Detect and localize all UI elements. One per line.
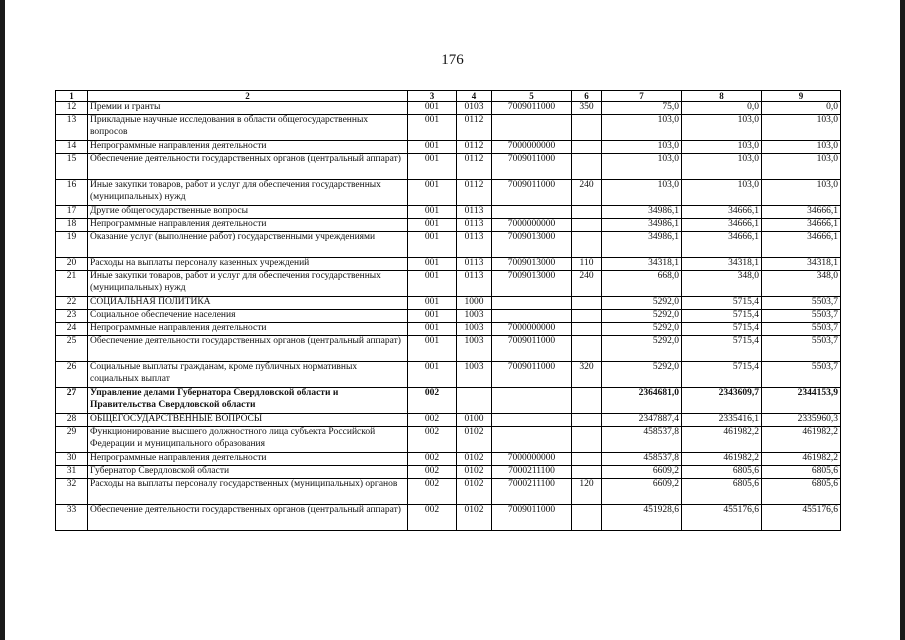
header-col-1: 1	[56, 91, 88, 102]
row-value-col8: 103,0	[682, 115, 762, 141]
row-value-col7: 5292,0	[602, 362, 682, 388]
row-value-col8: 103,0	[682, 180, 762, 206]
header-col-4: 4	[457, 91, 492, 102]
row-code-section: 0100	[457, 414, 492, 427]
row-value-col9: 5503,7	[762, 323, 841, 336]
row-description: Оказание услуг (выполнение работ) государственными учреждениями	[88, 232, 408, 258]
row-code-department: 002	[408, 414, 457, 427]
row-value-col9: 455176,6	[762, 505, 841, 531]
row-value-col7: 103,0	[602, 141, 682, 154]
row-value-col9: 461982,2	[762, 427, 841, 453]
row-value-col7: 5292,0	[602, 323, 682, 336]
row-code-expense-type	[572, 414, 602, 427]
row-code-section	[457, 388, 492, 414]
row-value-col9: 34666,1	[762, 219, 841, 232]
row-code-target: 7000211100	[492, 479, 572, 505]
row-code-department: 001	[408, 232, 457, 258]
row-value-col9: 103,0	[762, 180, 841, 206]
row-description: Непрограммные направления деятельности	[88, 141, 408, 154]
row-number: 14	[56, 141, 88, 154]
row-code-section: 0113	[457, 271, 492, 297]
row-code-target	[492, 427, 572, 453]
table-row	[56, 271, 841, 297]
row-code-expense-type: 240	[572, 180, 602, 206]
row-code-target: 7009011000	[492, 336, 572, 362]
row-number: 16	[56, 180, 88, 206]
row-code-department: 001	[408, 297, 457, 310]
row-code-target	[492, 206, 572, 219]
table-row	[56, 219, 841, 232]
row-code-department: 001	[408, 362, 457, 388]
row-value-col9: 103,0	[762, 115, 841, 141]
header-col-3: 3	[408, 91, 457, 102]
row-description: Управление делами Губернатора Свердловской области и Правительства Свердловской области	[88, 388, 408, 414]
row-value-col7: 5292,0	[602, 297, 682, 310]
row-value-col7: 5292,0	[602, 336, 682, 362]
row-number: 26	[56, 362, 88, 388]
row-code-target: 7009011000	[492, 102, 572, 115]
header-col-2: 2	[88, 91, 408, 102]
row-code-section: 0102	[457, 453, 492, 466]
table-row	[56, 453, 841, 466]
row-value-col8: 5715,4	[682, 362, 762, 388]
row-description: Другие общегосударственные вопросы	[88, 206, 408, 219]
scan-edge-left	[0, 0, 5, 640]
row-description: Расходы на выплаты персоналу казенных учреждений	[88, 258, 408, 271]
row-code-department: 002	[408, 505, 457, 531]
row-code-department: 002	[408, 388, 457, 414]
row-value-col7: 103,0	[602, 115, 682, 141]
row-value-col9: 461982,2	[762, 453, 841, 466]
row-number: 12	[56, 102, 88, 115]
row-code-department: 001	[408, 271, 457, 297]
row-value-col8: 6805,6	[682, 466, 762, 479]
row-value-col9: 5503,7	[762, 310, 841, 323]
row-description: Социальные выплаты гражданам, кроме публичных нормативных социальных выплат	[88, 362, 408, 388]
row-code-target: 7009013000	[492, 271, 572, 297]
row-code-section: 0112	[457, 154, 492, 180]
header-col-6: 6	[572, 91, 602, 102]
row-number: 20	[56, 258, 88, 271]
row-description: Расходы на выплаты персоналу государственных (муниципальных) органов	[88, 479, 408, 505]
row-code-section: 1003	[457, 336, 492, 362]
row-code-department: 001	[408, 336, 457, 362]
row-code-expense-type: 320	[572, 362, 602, 388]
row-value-col7: 2347887,4	[602, 414, 682, 427]
row-code-expense-type	[572, 505, 602, 531]
table-row	[56, 336, 841, 362]
row-value-col9: 34666,1	[762, 206, 841, 219]
row-value-col9: 34318,1	[762, 258, 841, 271]
row-code-target: 7000000000	[492, 453, 572, 466]
row-value-col8: 103,0	[682, 154, 762, 180]
row-code-department: 001	[408, 180, 457, 206]
row-number: 23	[56, 310, 88, 323]
row-code-target: 7000000000	[492, 141, 572, 154]
row-value-col7: 6609,2	[602, 466, 682, 479]
header-col-5: 5	[492, 91, 572, 102]
row-code-section: 0102	[457, 466, 492, 479]
row-description: Обеспечение деятельности государственных органов (центральный аппарат)	[88, 336, 408, 362]
row-value-col8: 0,0	[682, 102, 762, 115]
row-code-section: 0113	[457, 206, 492, 219]
row-code-expense-type	[572, 336, 602, 362]
table-row	[56, 479, 841, 505]
row-value-col8: 103,0	[682, 141, 762, 154]
row-value-col9: 2335960,3	[762, 414, 841, 427]
row-code-expense-type	[572, 310, 602, 323]
table-row	[56, 505, 841, 531]
row-code-expense-type	[572, 427, 602, 453]
row-code-target: 7009011000	[492, 362, 572, 388]
row-code-expense-type	[572, 466, 602, 479]
row-code-expense-type	[572, 154, 602, 180]
row-code-department: 001	[408, 310, 457, 323]
row-number: 18	[56, 219, 88, 232]
scan-edge-right	[900, 0, 905, 640]
row-value-col7: 103,0	[602, 154, 682, 180]
row-code-target: 7000000000	[492, 219, 572, 232]
row-code-department: 002	[408, 427, 457, 453]
row-description: Непрограммные направления деятельности	[88, 453, 408, 466]
row-code-target	[492, 115, 572, 141]
row-code-section: 1003	[457, 310, 492, 323]
row-value-col8: 34666,1	[682, 206, 762, 219]
row-code-expense-type	[572, 453, 602, 466]
row-number: 21	[56, 271, 88, 297]
row-code-expense-type	[572, 141, 602, 154]
row-code-section: 0103	[457, 102, 492, 115]
row-code-target	[492, 297, 572, 310]
row-code-section: 0113	[457, 258, 492, 271]
row-value-col7: 2364681,0	[602, 388, 682, 414]
header-col-7: 7	[602, 91, 682, 102]
row-value-col7: 668,0	[602, 271, 682, 297]
budget-table	[55, 90, 841, 531]
row-number: 33	[56, 505, 88, 531]
row-code-section: 0112	[457, 180, 492, 206]
table-row	[56, 414, 841, 427]
row-value-col9: 5503,7	[762, 336, 841, 362]
row-value-col8: 34318,1	[682, 258, 762, 271]
row-description: Прикладные научные исследования в области общегосударственных вопросов	[88, 115, 408, 141]
row-description: Социальное обеспечение населения	[88, 310, 408, 323]
row-description: СОЦИАЛЬНАЯ ПОЛИТИКА	[88, 297, 408, 310]
row-value-col7: 6609,2	[602, 479, 682, 505]
row-value-col7: 103,0	[602, 180, 682, 206]
table-body	[56, 102, 841, 531]
table-row	[56, 115, 841, 141]
row-value-col9: 0,0	[762, 102, 841, 115]
row-number: 28	[56, 414, 88, 427]
row-value-col7: 34986,1	[602, 232, 682, 258]
table-row	[56, 154, 841, 180]
row-code-target: 7000211100	[492, 466, 572, 479]
table-row	[56, 310, 841, 323]
row-description: Непрограммные направления деятельности	[88, 323, 408, 336]
row-description: Премии и гранты	[88, 102, 408, 115]
table-row	[56, 466, 841, 479]
header-col-9: 9	[762, 91, 841, 102]
row-code-expense-type: 240	[572, 271, 602, 297]
row-value-col9: 6805,6	[762, 466, 841, 479]
row-description: Иные закупки товаров, работ и услуг для обеспечения государственных (муниципальных) нужд	[88, 180, 408, 206]
row-code-target	[492, 388, 572, 414]
row-code-target: 7009011000	[492, 154, 572, 180]
row-value-col9: 34666,1	[762, 232, 841, 258]
row-value-col7: 451928,6	[602, 505, 682, 531]
row-value-col9: 5503,7	[762, 362, 841, 388]
row-code-expense-type: 110	[572, 258, 602, 271]
row-code-target	[492, 310, 572, 323]
row-description: Функционирование высшего должностного лица субъекта Российской Федерации и муниципального образования	[88, 427, 408, 453]
row-value-col8: 2335416,1	[682, 414, 762, 427]
row-value-col7: 5292,0	[602, 310, 682, 323]
row-number: 29	[56, 427, 88, 453]
row-code-target: 7009013000	[492, 258, 572, 271]
row-value-col8: 5715,4	[682, 297, 762, 310]
row-value-col8: 5715,4	[682, 310, 762, 323]
row-code-department: 001	[408, 115, 457, 141]
row-code-target: 7009013000	[492, 232, 572, 258]
row-value-col9: 6805,6	[762, 479, 841, 505]
row-value-col7: 34986,1	[602, 219, 682, 232]
row-code-section: 1003	[457, 362, 492, 388]
row-code-department: 001	[408, 206, 457, 219]
row-code-section: 1000	[457, 297, 492, 310]
row-code-expense-type	[572, 388, 602, 414]
row-description: ОБЩЕГОСУДАРСТВЕННЫЕ ВОПРОСЫ	[88, 414, 408, 427]
row-value-col9: 103,0	[762, 141, 841, 154]
row-value-col7: 458537,8	[602, 453, 682, 466]
row-value-col8: 34666,1	[682, 232, 762, 258]
row-value-col7: 34318,1	[602, 258, 682, 271]
row-code-target: 7009011000	[492, 180, 572, 206]
page-number: 176	[441, 52, 464, 68]
table-row	[56, 388, 841, 414]
row-code-expense-type: 350	[572, 102, 602, 115]
row-value-col7: 34986,1	[602, 206, 682, 219]
row-number: 27	[56, 388, 88, 414]
row-code-section: 0113	[457, 232, 492, 258]
row-value-col9: 2344153,9	[762, 388, 841, 414]
row-code-department: 001	[408, 154, 457, 180]
row-description: Обеспечение деятельности государственных органов (центральный аппарат)	[88, 505, 408, 531]
row-code-expense-type	[572, 115, 602, 141]
row-code-expense-type	[572, 323, 602, 336]
row-value-col8: 2343609,7	[682, 388, 762, 414]
row-code-section: 0102	[457, 505, 492, 531]
row-code-department: 002	[408, 466, 457, 479]
row-value-col9: 5503,7	[762, 297, 841, 310]
row-code-section: 0102	[457, 479, 492, 505]
row-number: 17	[56, 206, 88, 219]
row-number: 25	[56, 336, 88, 362]
row-code-department: 001	[408, 141, 457, 154]
table-row	[56, 102, 841, 115]
row-code-expense-type: 120	[572, 479, 602, 505]
row-code-department: 001	[408, 102, 457, 115]
table-row	[56, 323, 841, 336]
table-row	[56, 141, 841, 154]
row-code-expense-type	[572, 297, 602, 310]
row-code-target: 7000000000	[492, 323, 572, 336]
row-value-col8: 455176,6	[682, 505, 762, 531]
row-value-col8: 348,0	[682, 271, 762, 297]
row-description: Губернатор Свердловской области	[88, 466, 408, 479]
row-code-department: 001	[408, 258, 457, 271]
row-number: 31	[56, 466, 88, 479]
row-value-col8: 5715,4	[682, 323, 762, 336]
row-code-target: 7009011000	[492, 505, 572, 531]
row-description: Иные закупки товаров, работ и услуг для обеспечения государственных (муниципальных) нужд	[88, 271, 408, 297]
row-code-expense-type	[572, 219, 602, 232]
row-code-section: 0112	[457, 141, 492, 154]
header-col-8: 8	[682, 91, 762, 102]
row-value-col8: 461982,2	[682, 453, 762, 466]
row-value-col9: 348,0	[762, 271, 841, 297]
row-code-department: 001	[408, 323, 457, 336]
row-number: 24	[56, 323, 88, 336]
row-code-department: 002	[408, 479, 457, 505]
table-row	[56, 297, 841, 310]
row-code-target	[492, 414, 572, 427]
row-value-col8: 5715,4	[682, 336, 762, 362]
row-value-col7: 75,0	[602, 102, 682, 115]
row-number: 30	[56, 453, 88, 466]
table-row	[56, 232, 841, 258]
row-number: 15	[56, 154, 88, 180]
row-value-col9: 103,0	[762, 154, 841, 180]
table-row	[56, 180, 841, 206]
row-code-department: 001	[408, 219, 457, 232]
row-code-department: 002	[408, 453, 457, 466]
table-row	[56, 427, 841, 453]
row-number: 22	[56, 297, 88, 310]
row-code-section: 0113	[457, 219, 492, 232]
row-code-section: 0102	[457, 427, 492, 453]
row-value-col8: 461982,2	[682, 427, 762, 453]
row-description: Обеспечение деятельности государственных органов (центральный аппарат)	[88, 154, 408, 180]
row-value-col7: 458537,8	[602, 427, 682, 453]
row-code-expense-type	[572, 232, 602, 258]
table-row	[56, 362, 841, 388]
row-code-expense-type	[572, 206, 602, 219]
row-description: Непрограммные направления деятельности	[88, 219, 408, 232]
row-code-section: 1003	[457, 323, 492, 336]
table-row	[56, 206, 841, 219]
table-row	[56, 258, 841, 271]
row-value-col8: 6805,6	[682, 479, 762, 505]
row-number: 32	[56, 479, 88, 505]
row-number: 19	[56, 232, 88, 258]
row-number: 13	[56, 115, 88, 141]
row-value-col8: 34666,1	[682, 219, 762, 232]
row-code-section: 0112	[457, 115, 492, 141]
table-header-row	[56, 91, 841, 102]
